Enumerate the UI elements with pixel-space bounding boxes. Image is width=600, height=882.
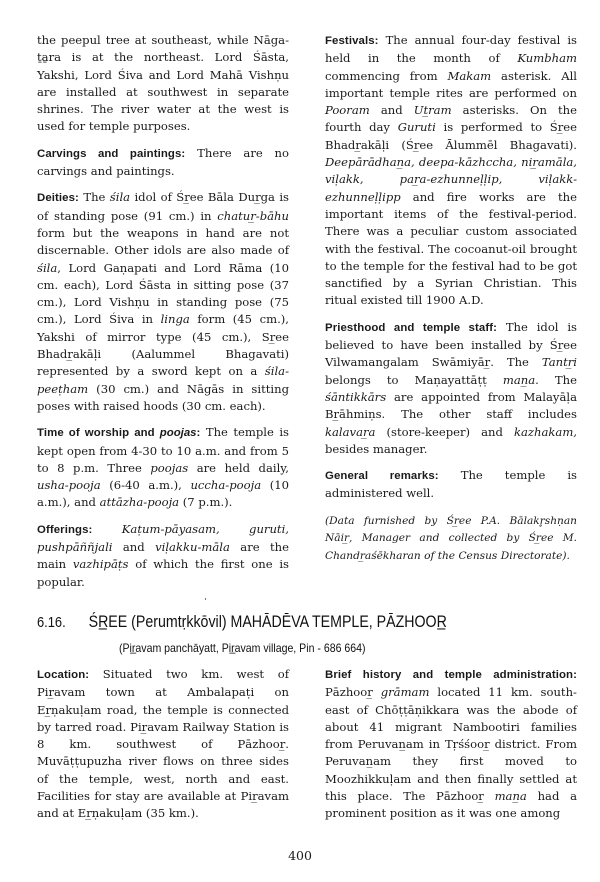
text-run: Pāzhoor̲ <box>325 685 381 700</box>
italic-term: viḷakku-māla <box>155 540 230 555</box>
paragraph <box>37 189 289 415</box>
text-run: and fire works are the important items of the festival-period. There was a peculiar custom associated with the festival. The cocoanut-oil brought to the temple for the festival had to be got sanctified by a Syrian Christian. This ritual existed till 1900 A.D. <box>325 189 577 308</box>
text-run: are appointed from Malayāḷa Br̲āhmiṇs. The other staff includes <box>325 389 577 422</box>
section-subtitle: (Pir̲avam panchāyatt, Pir̲avam village, Pin - 686 664) <box>119 641 366 655</box>
text-run: commencing from <box>325 68 448 83</box>
italic-term: kazhakam, <box>513 424 577 439</box>
paragraph-heading: General remarks: <box>325 470 439 483</box>
italic-term: Deepārādhan̲a, deepa-kāzhccha, nir̲amāla, viḷakk, par̲a-ezhunneḷḷip, viḷakk-ezhunneḷḷipp <box>325 155 577 204</box>
section-heading <box>37 613 501 632</box>
text-run: The idol is believed to have been installed by Śr̲ee Vilwamangalam Swāmiyār̲. The <box>325 319 577 370</box>
italic-term: man̲a <box>494 789 527 804</box>
text-run: form but the weapons in hand are not discernable. Other idols are also made of <box>37 225 289 258</box>
text-run: The annual four-day festival is held in the month of <box>325 33 577 66</box>
text-run: and <box>369 103 414 118</box>
text-run: The temple is administered well. <box>325 468 578 501</box>
paragraph-heading: Time of worship and <box>37 427 160 440</box>
text-run: the peepul tree at southeast, while Nāga-ṯa̱ra is at the northeast. Lord Śāsta, Yakshi, Lord Śiva and Lord Mahā Vishṇu are installed at southwest in separate shrines. The river water at the west is used for temple purposes. <box>37 33 289 134</box>
paragraph-heading: : <box>196 427 201 440</box>
right-column-bottom <box>325 666 577 832</box>
page-number: 400 <box>288 848 312 863</box>
paragraph-heading: Priesthood and temple staff: <box>325 321 497 334</box>
paragraph <box>37 145 289 181</box>
italic-term: Kumbham <box>517 51 577 66</box>
italic-term: śila <box>109 190 131 205</box>
italic-term: Tantr̲i <box>541 355 577 370</box>
italic-term: man̲a <box>502 372 536 387</box>
paragraph-heading: Festivals: <box>325 35 379 47</box>
text-run: (30 cm.) and Nāgās in sitting poses with raised hoods (30 cm. each). <box>37 381 289 413</box>
paragraph <box>325 319 577 458</box>
print-speck <box>205 598 206 600</box>
text-run: (store-keeper) and <box>375 424 514 439</box>
paragraph-heading: Location: <box>37 669 90 681</box>
paragraph <box>325 467 577 503</box>
paragraph <box>325 666 577 823</box>
italic-term: vazhipāṭs <box>72 557 129 572</box>
paragraph <box>37 32 289 136</box>
text-run: and <box>112 540 156 555</box>
section-title: ŚR̲EE (Perumtṛkkōvil) MAHĀDĒVA TEMPLE, PĀZHOOR̲ <box>88 613 447 631</box>
text-run: , Lord Gaṇapati and Lord Rāma (10 cm. each), Lord Śāsta in sitting pose (37 cm.), Lord Vishṇu in standing pose (75 cm.), Lord Śiva in <box>37 260 289 327</box>
text-run: is performed to Śr̲ee Bhadr̲akāḷi (Śr̲ee Ālummēl Bhagavati). <box>325 120 577 152</box>
italic-term: Kaṭum-pāyasam, guruti, pushpāññjali <box>37 521 289 555</box>
text-run: idol of Śr̲ee Bāla Dur̲ga is of standing pose (91 cm.) in <box>37 190 289 223</box>
text-run: are the main <box>37 540 289 572</box>
paragraph <box>325 32 577 310</box>
paragraph-heading: Carvings and paintings: <box>37 147 186 160</box>
source-note: (Data furnished by Śr̲ee P.A. Bālakr̥shṇan Nāir̲, Manager and collected by Śr̲ee M. Chandr̲aśēkharan of the Census Directorate). <box>325 514 577 562</box>
italic-term: poojas <box>150 460 189 475</box>
text-run: located 11 km. south-east of Chōṭṭāṇikkara was the abode of about 41 migrant Nambootiri families from Peruvan̲am in Tṛśśoor̲ district. From Peruvan̲am they first moved to Moozhikkuḷam and then finally settled at this place. The Pāzhoor̲ <box>325 685 577 804</box>
text-run: There are no carvings and paintings. <box>37 145 289 179</box>
text-run: of which the first one is popular. <box>37 557 289 589</box>
paragraph-heading: Deities: <box>37 192 79 205</box>
text-run: are held daily, <box>188 460 289 475</box>
italic-term: grāmam <box>380 685 430 700</box>
text-run: (6-40 a.m.), <box>100 478 191 493</box>
text-run: asterisks. On the fourth day <box>325 103 578 135</box>
source-note-paragraph <box>325 512 577 565</box>
italic-term: kalavar̲a <box>325 424 376 439</box>
italic-term: uccha-pooja <box>190 478 262 493</box>
text-run: asterisk. All important temple rites are performed on <box>325 68 578 100</box>
paragraph-heading: poojas <box>159 427 197 440</box>
section-number: 6.16. <box>37 614 66 631</box>
right-column-top <box>325 32 577 570</box>
left-column-top <box>37 32 289 600</box>
italic-term: chatur̲-bāhu <box>217 208 289 223</box>
paragraph <box>37 424 289 511</box>
italic-term: linga <box>160 312 190 327</box>
italic-term: Ut̲ram <box>413 103 452 118</box>
text-run: Situated two km. west of Pir̲avam town at Ambalapaṭi on Er̲ṇakuḷam road, the temple is connected by tarred road. Pir̲avam Railway Station is 8 km. southwest of Pāzhoor̲. Muvāṭṭupuzha river flows on three sides of the temple, west, north and east. Facilities for stay are available at Pir̲avam and at Er̲ṇakuḷam (35 km.). <box>37 667 289 821</box>
italic-term: śila <box>37 260 58 275</box>
text-run: form (45 cm.), Yakshi of mirror type (45 cm.), Sr̲ee Bhadr̲akāḷi (Aalummel Bhagavati) represented by a sword kept on a <box>37 312 289 379</box>
paragraph-heading: Brief history and temple administration: <box>325 669 577 681</box>
text-run: (7 p.m.). <box>179 495 233 510</box>
text-run: The <box>78 190 110 205</box>
italic-term: Pooram <box>325 103 370 118</box>
italic-term: attāzha-pooja <box>99 495 180 510</box>
italic-term: śāntikkārs <box>325 389 387 404</box>
text-run: (10 a.m.), and <box>37 478 289 510</box>
left-column-bottom <box>37 666 289 832</box>
text-run: had a prominent position as it was one among <box>325 789 577 821</box>
text-run: belongs to Maṇayattāṭṭ <box>325 372 503 387</box>
paragraph <box>37 666 289 823</box>
italic-term: śila-peeṭham <box>37 364 289 396</box>
italic-term: Guruti <box>397 120 436 135</box>
text-run: The temple is kept open from 4-30 to 10 a.m. and from 5 to 8 p.m. Three <box>37 425 289 475</box>
text-run: . The <box>535 372 577 387</box>
italic-term: usha-pooja <box>37 478 101 493</box>
paragraph-heading: Offerings: <box>37 523 93 536</box>
italic-term: Makam <box>447 68 492 83</box>
text-run: besides manager. <box>325 441 428 456</box>
text-run <box>92 522 121 536</box>
paragraph <box>37 521 289 591</box>
